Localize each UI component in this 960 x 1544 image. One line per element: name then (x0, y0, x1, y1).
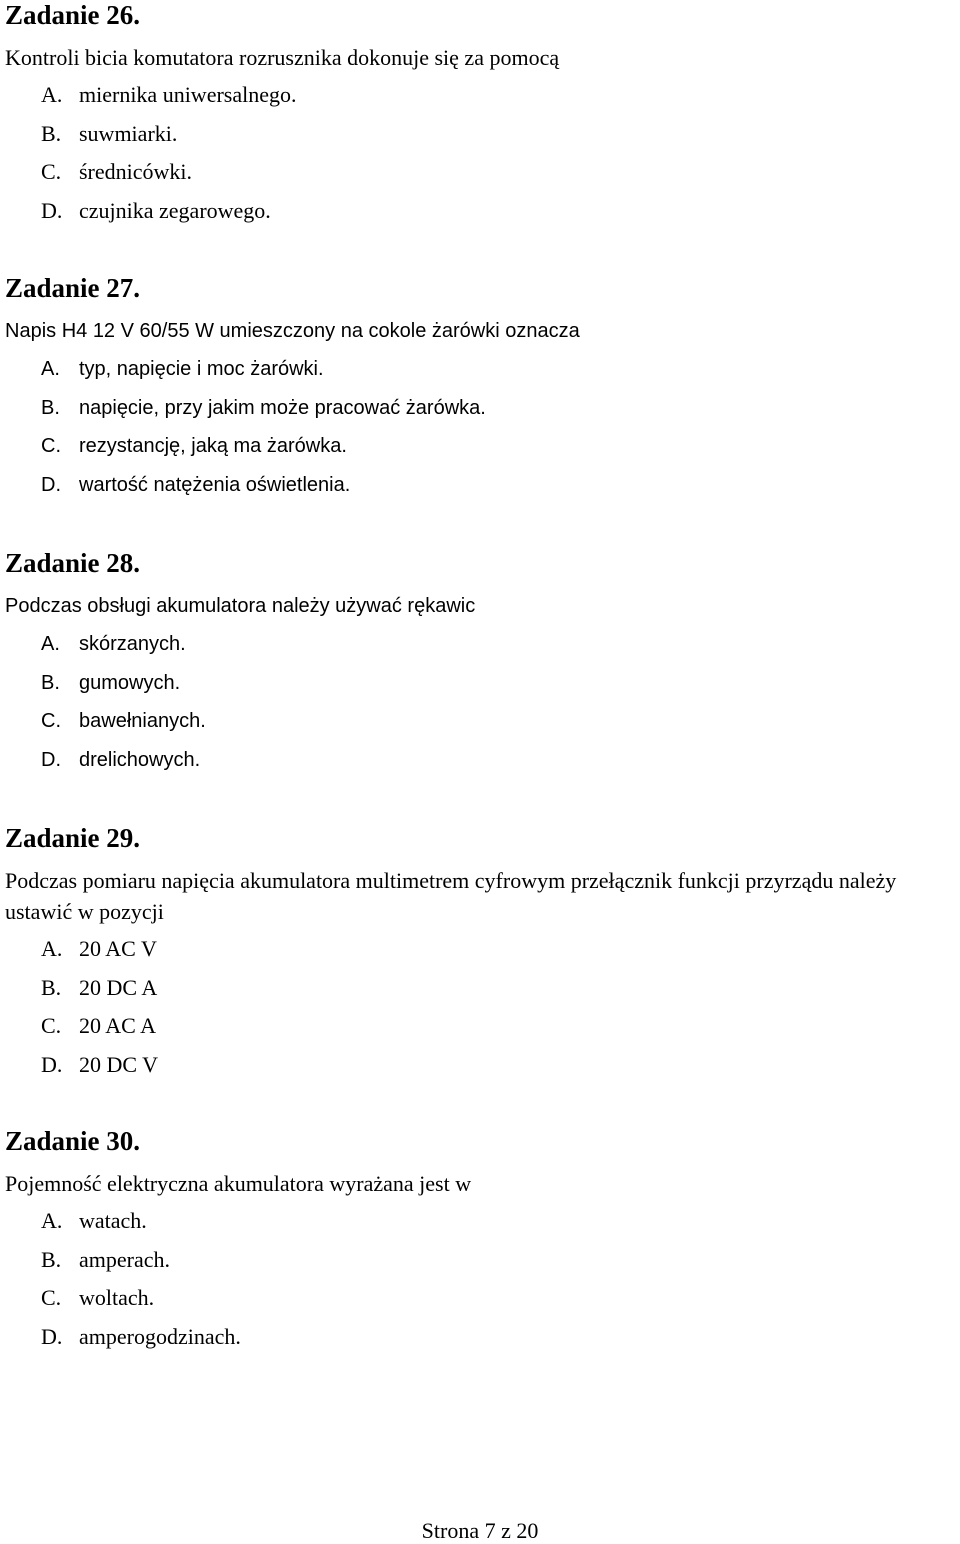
task-question: Kontroli bicia komutatora rozrusznika dokonuje się za pomocą (5, 45, 560, 70)
option-letter: B. (41, 671, 60, 694)
task-question: Podczas pomiaru napięcia akumulatora multimetrem cyfrowym przełącznik funkcji przyrządu należy ustawić w pozycji (5, 868, 897, 924)
task-26 (5, 0, 960, 236)
task-question: Podczas obsługi akumulatora należy używać rękawic (5, 595, 476, 617)
option-letter: D. (41, 473, 61, 496)
option-text: rezystancję, jaką ma żarówka. (79, 435, 347, 457)
task-question: Napis H4 12 V 60/55 W umieszczony na cokole żarówki oznacza (5, 320, 580, 342)
option-text: amperach. (79, 1246, 170, 1272)
answer-option-d (41, 198, 960, 237)
option-letter: B. (41, 396, 60, 419)
answer-option-b (41, 975, 960, 1014)
task-title: Zadanie 27. (5, 273, 141, 303)
option-text: 20 AC A (79, 1013, 157, 1038)
task-30 (5, 1126, 960, 1362)
answer-options (5, 82, 960, 236)
option-letter: D. (41, 748, 61, 771)
answer-option-a (41, 1208, 960, 1247)
answer-option-a (41, 356, 960, 395)
answer-option-a (41, 631, 960, 670)
option-text: napięcie, przy jakim może pracować żarówka. (79, 396, 486, 419)
option-letter: A. (41, 633, 60, 655)
option-text: 20 DC V (79, 1051, 159, 1077)
answer-option-d (41, 472, 960, 511)
task-title: Zadanie 28. (5, 548, 141, 578)
option-text: watach. (79, 1208, 147, 1233)
answer-option-a (41, 936, 960, 975)
option-text: amperogodzinach. (79, 1323, 241, 1349)
answer-option-c (41, 1013, 960, 1052)
option-letter: D. (41, 1051, 63, 1077)
option-letter: C. (41, 710, 61, 732)
option-letter: C. (41, 1285, 62, 1310)
option-text: bawełnianych. (79, 710, 206, 732)
answer-option-d (41, 1052, 960, 1091)
option-letter: A. (41, 82, 63, 107)
option-text: średnicówki. (79, 159, 193, 184)
option-letter: A. (41, 936, 63, 961)
answer-option-b (41, 670, 960, 709)
option-text: skórzanych. (79, 633, 186, 655)
task-title: Zadanie 26. (5, 0, 141, 30)
answer-option-c (41, 1285, 960, 1324)
answer-option-c (41, 708, 960, 747)
task-title: Zadanie 29. (5, 823, 141, 853)
answer-option-c (41, 433, 960, 472)
option-letter: A. (41, 358, 60, 380)
option-text: gumowych. (79, 671, 181, 694)
answer-options (5, 936, 960, 1090)
option-letter: C. (41, 159, 62, 184)
option-letter: D. (41, 197, 63, 223)
option-text: drelichowych. (79, 748, 201, 771)
option-letter: C. (41, 1013, 62, 1038)
option-letter: B. (41, 1246, 62, 1272)
option-text: woltach. (79, 1285, 155, 1310)
answer-option-b (41, 1247, 960, 1286)
answer-option-d (41, 1324, 960, 1363)
option-text: wartość natężenia oświetlenia. (79, 473, 351, 496)
task-title: Zadanie 30. (5, 1126, 141, 1156)
option-letter: D. (41, 1323, 63, 1349)
option-letter: A. (41, 1208, 63, 1233)
answer-option-a (41, 82, 960, 121)
answer-option-b (41, 395, 960, 434)
task-28 (5, 548, 960, 785)
option-text: 20 DC A (79, 974, 158, 1000)
task-question: Pojemność elektryczna akumulatora wyrażana jest w (5, 1171, 472, 1196)
option-letter: C. (41, 435, 61, 457)
answer-option-c (41, 159, 960, 198)
option-letter: B. (41, 120, 62, 146)
page-number: Strona 7 z 20 (421, 1518, 539, 1543)
answer-options (5, 631, 960, 785)
option-text: czujnika zegarowego. (79, 197, 271, 223)
answer-options (5, 356, 960, 510)
option-text: typ, napięcie i moc żarówki. (79, 358, 324, 380)
task-29 (5, 823, 960, 1090)
answer-option-d (41, 747, 960, 786)
answer-options (5, 1208, 960, 1362)
task-27 (5, 273, 960, 510)
option-text: 20 AC V (79, 936, 157, 961)
option-letter: B. (41, 974, 62, 1000)
option-text: suwmiarki. (79, 120, 178, 146)
option-text: miernika uniwersalnego. (79, 82, 297, 107)
answer-option-b (41, 121, 960, 160)
